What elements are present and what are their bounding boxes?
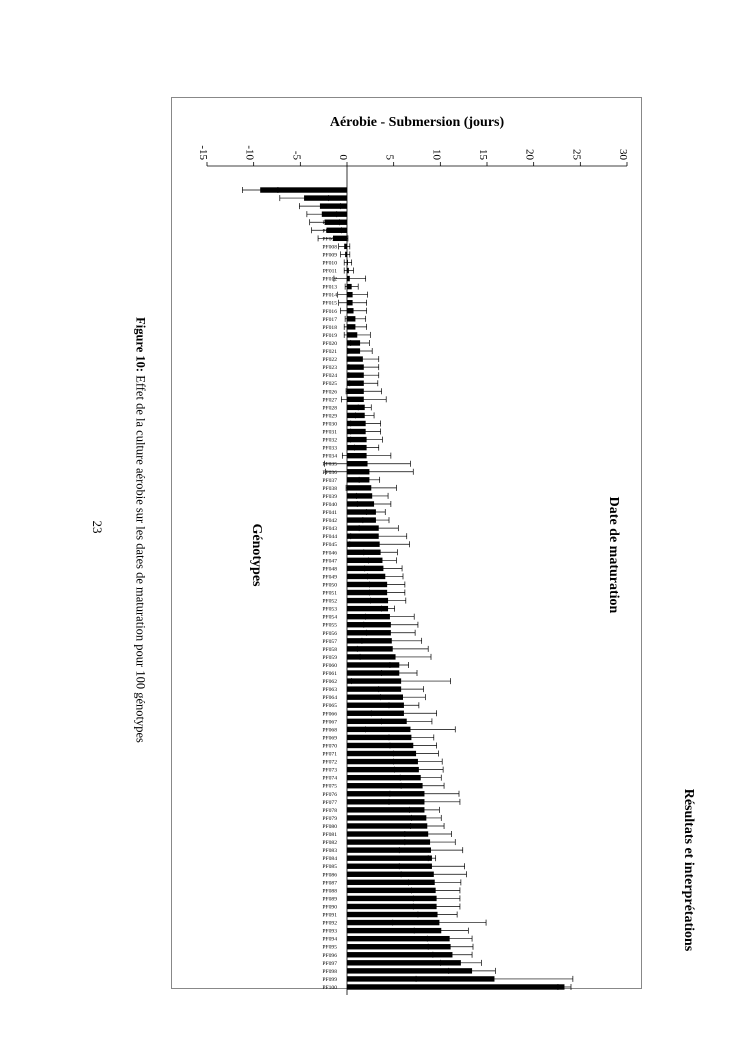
genotype-label: PF056 (322, 630, 337, 637)
genotype-label: PF027 (322, 397, 337, 404)
genotype-label: PF021 (322, 349, 337, 356)
genotype-label: PF098 (322, 968, 337, 975)
bar (347, 984, 564, 989)
figure-caption (133, 317, 148, 743)
error-bars-group (242, 187, 572, 990)
chart-title: Date de maturation (606, 496, 621, 614)
genotype-label: PF065 (322, 703, 337, 710)
page-header: Résultats et interprétations (681, 788, 696, 952)
genotype-label: PF090 (322, 904, 337, 911)
genotype-label: PF081 (322, 832, 337, 839)
genotype-label: PF046 (322, 550, 337, 557)
caption-text: Effet de la culture aérobie sur les dates de maturation pour 100 génotypes (133, 372, 148, 743)
genotype-label: PF031 (322, 429, 337, 436)
genotype-label: PF095 (322, 944, 337, 951)
genotype-label: PF026 (322, 389, 337, 396)
genotype-label: PF022 (322, 357, 337, 364)
genotype-labels-group (322, 188, 337, 991)
genotype-label: PF011 (322, 268, 337, 275)
genotype-label: PF091 (322, 912, 337, 919)
genotype-label: PF042 (322, 518, 337, 525)
genotype-label: PF035 (322, 461, 337, 468)
genotype-label: PF030 (322, 421, 337, 428)
genotype-label: PF072 (322, 759, 337, 766)
genotype-label: PF016 (322, 308, 337, 315)
genotype-label: PF023 (322, 365, 337, 372)
genotype-label: PF071 (322, 751, 337, 758)
genotype-label: PF075 (322, 783, 337, 790)
genotype-label: PF080 (322, 823, 337, 830)
genotype-label: PF066 (322, 711, 337, 718)
genotype-label: PF073 (322, 767, 337, 774)
genotype-label: PF084 (322, 856, 337, 863)
bar (347, 855, 432, 860)
genotype-label: PF038 (322, 485, 337, 492)
genotype-label: PF007 (322, 236, 337, 243)
genotype-label: PF087 (322, 880, 337, 887)
genotype-label: PF040 (322, 501, 337, 508)
value-tick-label: 5 (383, 154, 396, 160)
genotype-label: PF062 (322, 679, 337, 686)
genotype-label: PF077 (322, 799, 337, 806)
genotype-label: PF017 (322, 316, 337, 323)
genotype-label: PF051 (322, 590, 337, 597)
genotype-label: PF063 (322, 687, 337, 694)
genotype-label: PF019 (322, 332, 337, 339)
genotype-label: PF012 (322, 276, 337, 283)
genotype-label: PF050 (322, 582, 337, 589)
genotype-label: PF086 (322, 872, 337, 879)
genotype-label: PF057 (322, 638, 337, 645)
genotype-label: PF044 (322, 534, 337, 541)
genotype-label: PF067 (322, 719, 337, 726)
value-tick-label: 10 (430, 149, 443, 160)
genotype-label: PF052 (322, 598, 337, 605)
genotype-axis-title: Génotypes (249, 523, 264, 587)
genotype-label: PF079 (322, 815, 337, 822)
value-tick-label: 25 (570, 149, 583, 160)
genotype-label: PF061 (322, 671, 337, 678)
value-tick-label: 15 (477, 149, 489, 160)
genotype-label: PF013 (322, 284, 337, 291)
value-tick-label: 30 (617, 149, 629, 160)
genotype-label: PF054 (322, 614, 337, 621)
genotype-label: PF032 (322, 437, 337, 444)
genotype-label: PF097 (322, 960, 337, 967)
genotype-label: PF094 (322, 936, 337, 943)
genotype-label: PF070 (322, 743, 337, 750)
genotype-label: PF055 (322, 622, 337, 629)
genotype-label: PF089 (322, 896, 337, 903)
genotype-label: PF043 (322, 526, 337, 533)
genotype-label: PF004 (322, 212, 337, 219)
genotype-label: PF045 (322, 542, 337, 549)
genotype-label: PF060 (322, 662, 337, 669)
value-tick-label: 0 (337, 154, 349, 160)
genotype-label: PF096 (322, 952, 337, 959)
genotype-label: PF028 (322, 405, 337, 412)
genotype-label: PF018 (322, 324, 337, 331)
genotype-label: PF093 (322, 928, 337, 935)
value-tick-label: -5 (290, 150, 303, 160)
genotype-label: PF047 (322, 558, 337, 565)
genotype-label: PF029 (322, 413, 337, 420)
caption-label: Figure 10: (133, 317, 148, 373)
genotype-label: PF088 (322, 888, 337, 895)
value-axis-title: Aérobie - Submersion (jours) (329, 115, 505, 130)
genotype-label: PF039 (322, 493, 337, 500)
genotype-label: PF020 (322, 340, 337, 347)
genotype-label: PF010 (322, 260, 337, 267)
genotype-label: PF092 (322, 920, 337, 927)
genotype-label: PF041 (322, 510, 337, 517)
genotype-label: PF049 (322, 574, 337, 581)
genotype-label: PF099 (322, 976, 337, 983)
genotype-label: PF003 (322, 204, 337, 211)
genotype-label: PF009 (322, 252, 337, 259)
genotype-label: PF036 (322, 469, 337, 476)
value-tick-label: -15 (197, 145, 209, 160)
value-tick-label: -10 (243, 145, 256, 160)
genotype-label: PF076 (322, 791, 337, 798)
genotype-label: PF059 (322, 654, 337, 661)
genotype-label: PF048 (322, 566, 337, 573)
genotype-label: PF001 (322, 188, 337, 195)
genotype-label: PF069 (322, 735, 337, 742)
genotype-label: PF034 (322, 453, 337, 460)
genotype-label: PF024 (322, 373, 337, 380)
genotype-label: PF064 (322, 695, 337, 702)
genotype-label: PF008 (322, 244, 337, 251)
bars-group (260, 187, 564, 989)
genotype-label: PF005 (322, 220, 337, 227)
page-number: 23 (90, 520, 105, 534)
genotype-label: PF006 (322, 228, 337, 235)
genotype-label: PF025 (322, 381, 337, 388)
value-tick-label: 20 (523, 149, 536, 160)
genotype-label: PF074 (322, 775, 337, 782)
genotype-label: PF014 (322, 292, 337, 299)
genotype-label: PF033 (322, 445, 337, 452)
genotype-label: PF053 (322, 606, 337, 613)
genotype-label: PF082 (322, 840, 337, 847)
genotype-label: PF068 (322, 727, 337, 734)
genotype-label: PF083 (322, 848, 337, 855)
genotype-label: PF015 (322, 300, 337, 307)
genotype-label: PF100 (322, 984, 337, 991)
genotype-label: PF037 (322, 477, 337, 484)
genotype-label: PF085 (322, 864, 337, 871)
genotype-label: PF078 (322, 807, 337, 814)
genotype-label: PF058 (322, 646, 337, 653)
genotype-label: PF002 (322, 196, 337, 203)
